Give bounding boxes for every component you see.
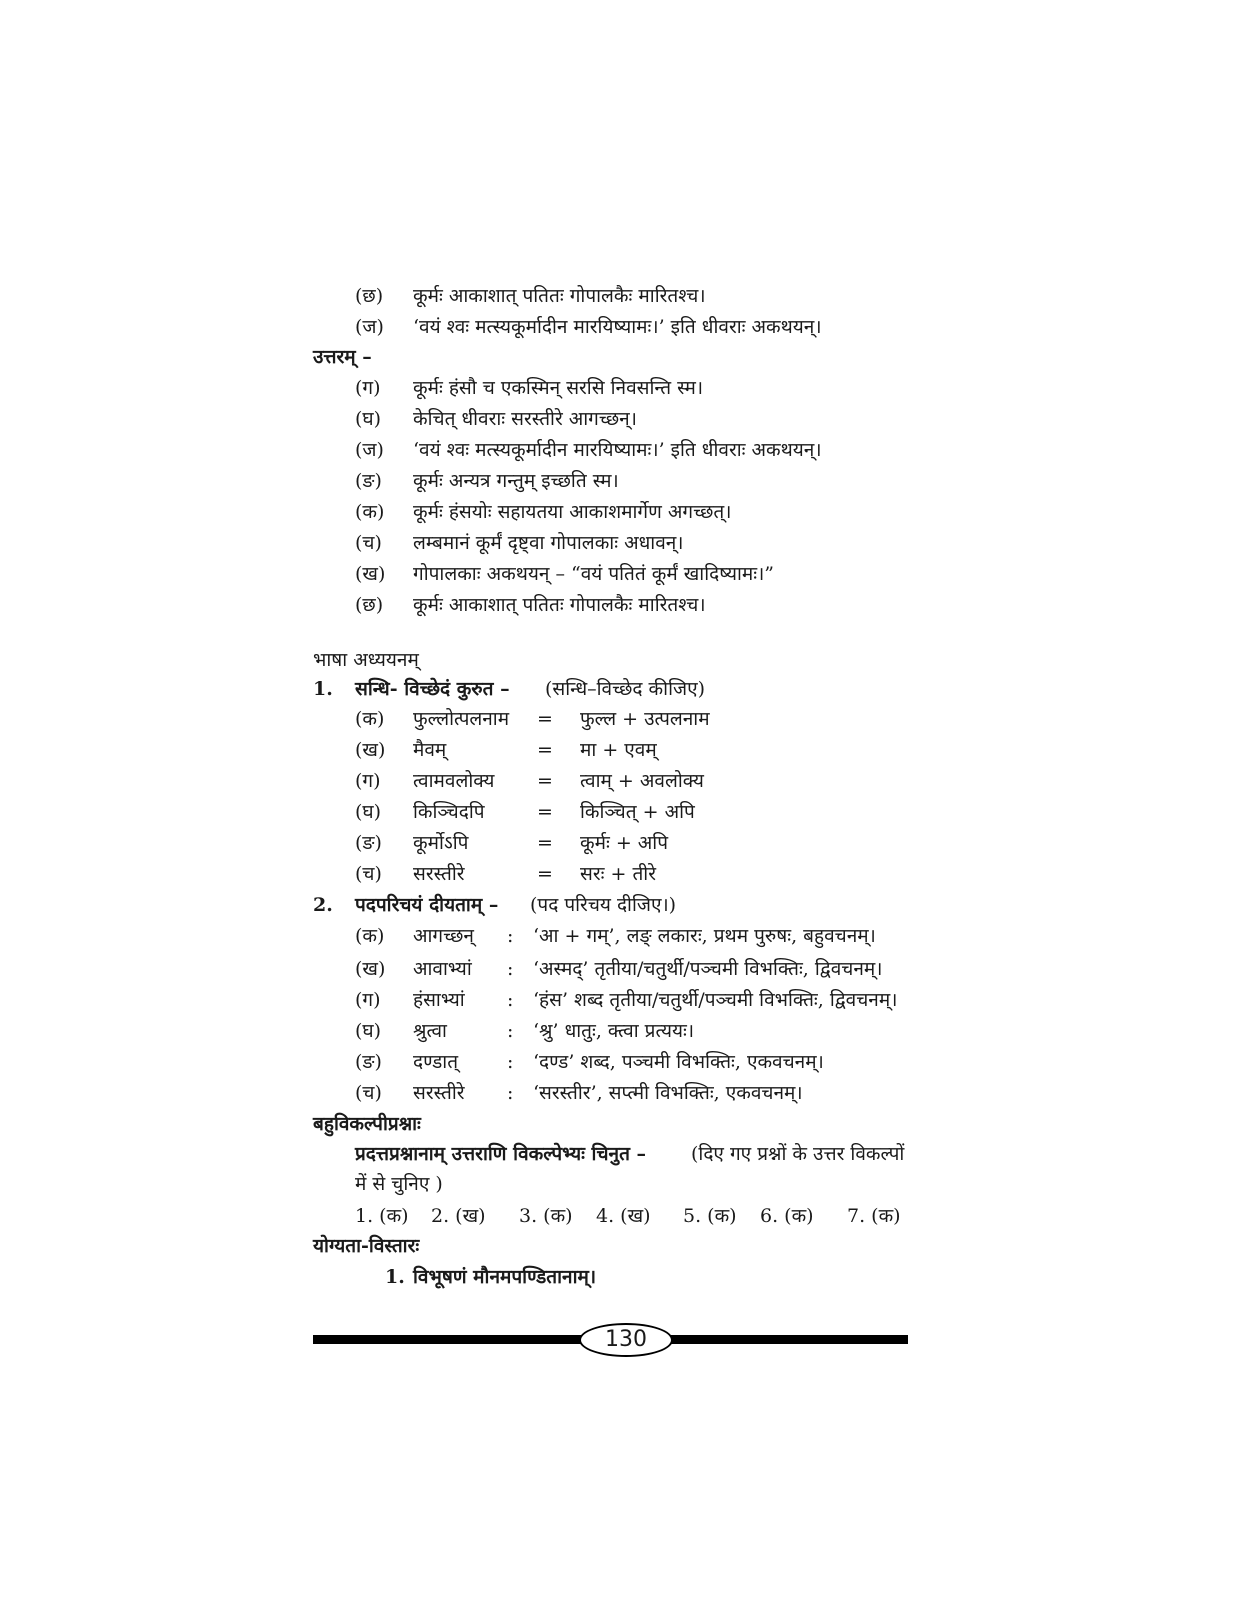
- mcq-heading: बहुविकल्पीप्रश्नाः: [313, 1113, 421, 1135]
- mcq-instruction-hint: (दिए गए प्रश्नों के उत्तर विकल्पों: [691, 1143, 905, 1165]
- sandhi-split: त्वाम् + अवलोक्य: [580, 770, 704, 792]
- pad-word: हंसाभ्यां: [413, 989, 465, 1011]
- mcq-answer: 7. (क): [847, 1205, 901, 1227]
- item-label: (च): [355, 532, 382, 554]
- item-label: (ज): [355, 439, 384, 461]
- sandhi-word: मैवम्: [413, 739, 447, 761]
- sandhi-split: किञ्चित् + अपि: [580, 801, 695, 823]
- item-text: कूर्मः हंसौ च एकस्मिन् सरसि निवसन्ति स्म।: [413, 377, 704, 399]
- item-label: (च): [355, 863, 382, 885]
- item-label: (ख): [355, 739, 386, 761]
- sandhi-word: कूर्मोऽपि: [413, 832, 469, 854]
- equals-sign: =: [537, 801, 553, 823]
- mcq-instruction-cont: में से चुनिए ): [355, 1173, 443, 1195]
- pad-word: आवाभ्यां: [413, 958, 472, 980]
- equals-sign: =: [537, 708, 553, 730]
- item-label: (क): [355, 925, 385, 947]
- sandhi-split: फुल्ल + उत्पलनाम: [580, 708, 710, 730]
- equals-sign: =: [537, 770, 553, 792]
- pad-word: सरस्तीरे: [413, 1082, 465, 1104]
- item-label: (ङ): [355, 832, 382, 854]
- pad-description: ‘सरस्तीर’, सप्त्मी विभक्तिः, एकवचनम्।: [533, 1082, 803, 1104]
- item-label: (छ): [355, 285, 384, 307]
- item-label: (ग): [355, 989, 381, 1011]
- equals-sign: =: [537, 739, 553, 761]
- item-number: 1.: [385, 1266, 405, 1288]
- item-text: कूर्मः आकाशात् पतितः गोपालकैः मारितश्च।: [413, 594, 706, 616]
- yogyata-heading: योग्यता-विस्तारः: [313, 1235, 420, 1257]
- item-label: (ग): [355, 770, 381, 792]
- question-number: 1.: [313, 678, 333, 700]
- mcq-answer: 1. (क): [355, 1205, 409, 1227]
- question-number: 2.: [313, 894, 333, 916]
- colon-separator: :: [507, 1051, 514, 1073]
- mcq-answer: 5. (क): [683, 1205, 737, 1227]
- footer-rule-left: [313, 1335, 583, 1344]
- item-label: (ख): [355, 563, 386, 585]
- section-heading-bhasha: भाषा अध्ययनम्: [313, 649, 419, 671]
- item-label: (ज): [355, 316, 384, 338]
- mcq-answer: 2. (ख): [431, 1205, 486, 1227]
- colon-separator: :: [507, 989, 514, 1011]
- item-text: कूर्मः आकाशात् पतितः गोपालकैः मारितश्च।: [413, 285, 706, 307]
- item-label: (घ): [355, 1020, 382, 1042]
- pad-description: ‘आ + गम्’, लङ् लकारः, प्रथम पुरुषः, बहुवचनम्।: [533, 925, 876, 947]
- pad-word: श्रुत्वा: [413, 1020, 447, 1042]
- sandhi-split: कूर्मः + अपि: [580, 832, 669, 854]
- pad-word: आगच्छन्: [413, 925, 474, 947]
- item-label: (क): [355, 708, 385, 730]
- colon-separator: :: [507, 925, 514, 947]
- mcq-answer: 6. (क): [760, 1205, 814, 1227]
- mcq-answer: 4. (ख): [596, 1205, 651, 1227]
- item-label: (क): [355, 501, 385, 523]
- mcq-instruction-bold: प्रदत्तप्रश्नानाम् उत्तराणि विकल्पेभ्यः चिनुत –: [355, 1143, 647, 1165]
- item-text: गोपालकाः अकथयन् – “वयं पतितं कूर्मं खादिष्यामः।”: [413, 563, 775, 585]
- equals-sign: =: [537, 832, 553, 854]
- item-text: कूर्मः अन्यत्र गन्तुम् इच्छति स्म।: [413, 470, 619, 492]
- answer-heading: उत्तरम् –: [313, 346, 372, 368]
- pad-description: ‘श्रु’ धातुः, क्त्वा प्रत्ययः।: [533, 1020, 695, 1042]
- item-text: ‘वयं श्वः मत्स्यकूर्मादीन मारयिष्यामः।’ इति धीवराः अकथयन्।: [413, 316, 822, 338]
- item-text: लम्बमानं कूर्मं दृष्ट्वा गोपालकाः अधावन्।: [413, 532, 684, 554]
- mcq-answer: 3. (क): [519, 1205, 573, 1227]
- sandhi-word: सरस्तीरे: [413, 863, 465, 885]
- question-title: पदपरिचयं दीयताम् –: [355, 894, 499, 916]
- sandhi-word: फुल्लोत्पलनाम: [413, 708, 510, 730]
- equals-sign: =: [537, 863, 553, 885]
- question-hint: (पद परिचय दीजिए।): [530, 894, 677, 916]
- question-hint: (सन्धि–विच्छेद कीजिए): [545, 678, 706, 700]
- item-label: (ङ): [355, 470, 382, 492]
- item-label: (छ): [355, 594, 384, 616]
- colon-separator: :: [507, 1020, 514, 1042]
- pad-description: ‘अस्मद्’ तृतीया/चतुर्थी/पञ्चमी विभक्तिः, द्विवचनम्।: [533, 958, 883, 980]
- item-text: केचित् धीवराः सरस्तीरे आगच्छन्।: [413, 408, 637, 430]
- item-label: (घ): [355, 408, 382, 430]
- item-label: (च): [355, 1082, 382, 1104]
- item-text: ‘वयं श्वः मत्स्यकूर्मादीन मारयिष्यामः।’ इति धीवराः अकथयन्।: [413, 439, 822, 461]
- item-label: (ग): [355, 377, 381, 399]
- pad-description: ‘हंस’ शब्द तृतीया/चतुर्थी/पञ्चमी विभक्तिः, द्विवचनम्।: [533, 989, 898, 1011]
- footer-rule-right: [665, 1335, 908, 1344]
- question-title: सन्धि- विच्छेदं कुरुत –: [355, 678, 510, 700]
- sandhi-word: त्वामवलोक्य: [413, 770, 495, 792]
- item-text: कूर्मः हंसयोः सहायतया आकाशमार्गेण अगच्छत्।: [413, 501, 732, 523]
- sandhi-split: सरः + तीरे: [580, 863, 656, 885]
- sandhi-word: किञ्चिदपि: [413, 801, 485, 823]
- sandhi-split: मा + एवम्: [580, 739, 657, 761]
- pad-word: दण्डात्: [413, 1051, 459, 1073]
- item-text: विभूषणं मौनमपण्डितानाम्।: [413, 1266, 597, 1288]
- item-label: (ख): [355, 958, 386, 980]
- item-label: (ङ): [355, 1051, 382, 1073]
- pad-description: ‘दण्ड’ शब्द, पञ्चमी विभक्तिः, एकवचनम्।: [533, 1051, 824, 1073]
- colon-separator: :: [507, 958, 514, 980]
- colon-separator: :: [507, 1082, 514, 1104]
- page-number: 130: [579, 1323, 673, 1357]
- item-label: (घ): [355, 801, 382, 823]
